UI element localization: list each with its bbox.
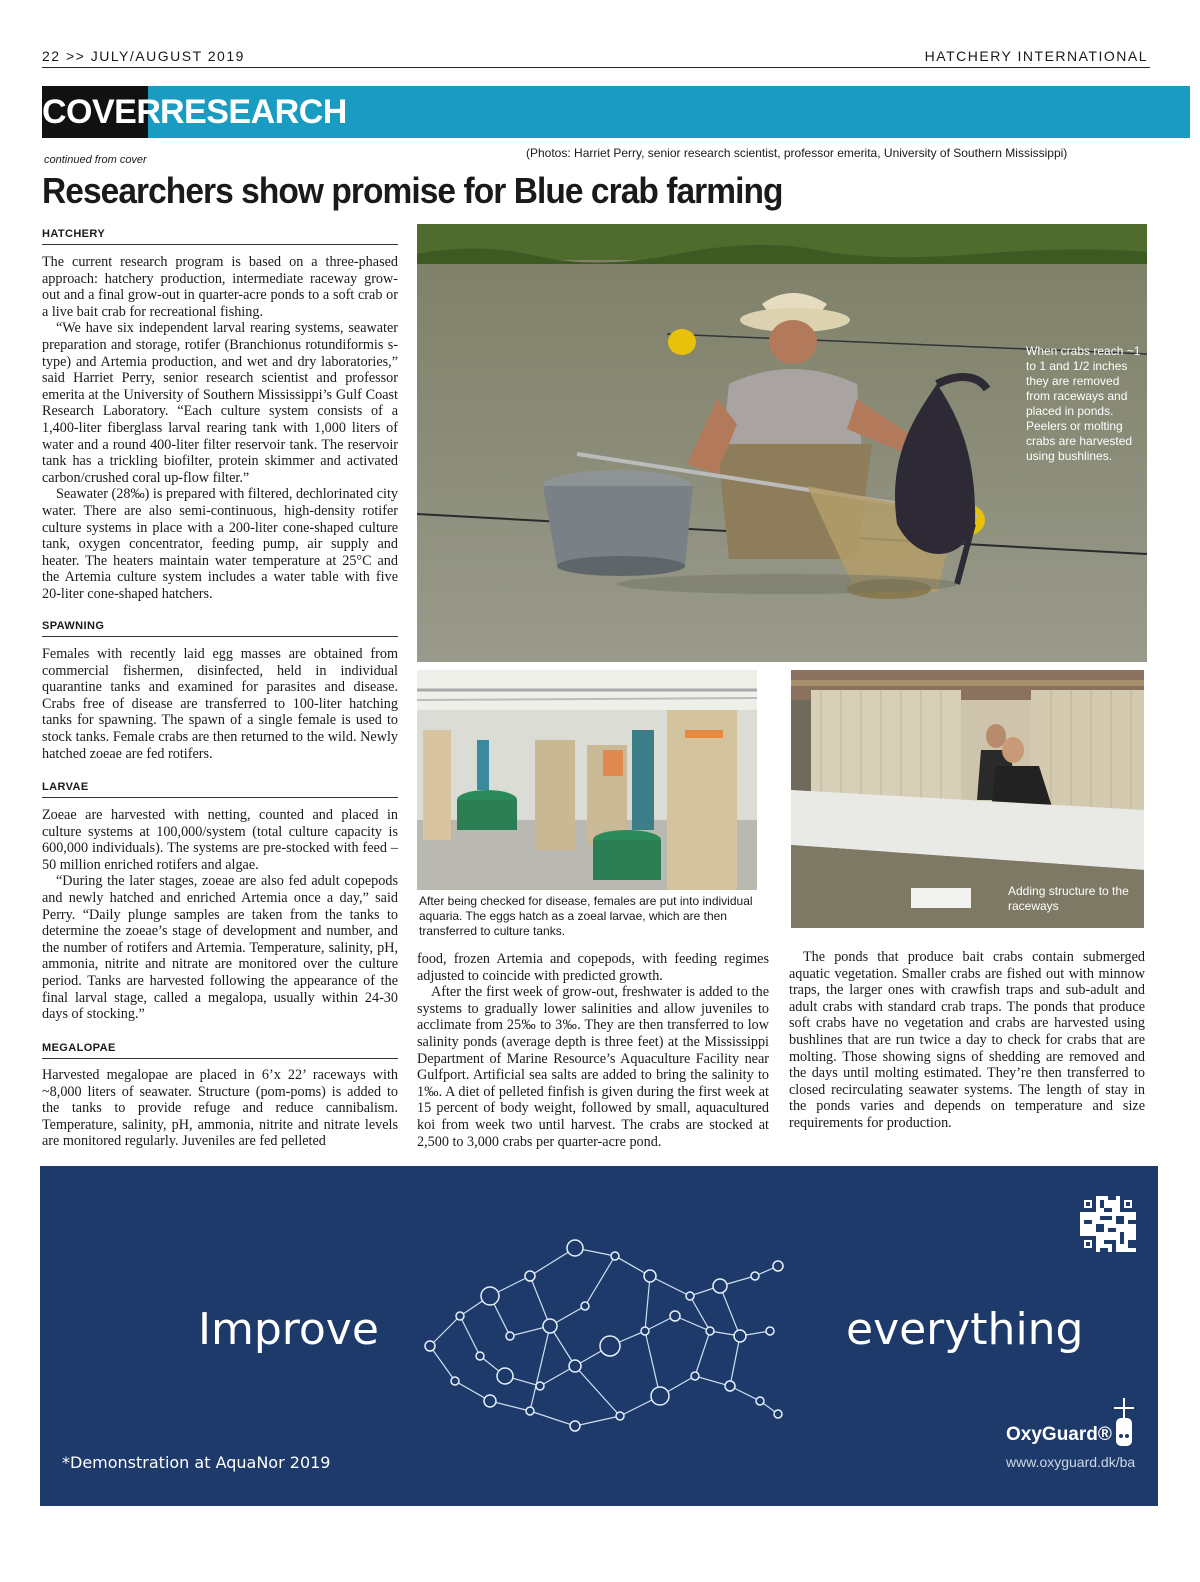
- section-heading-hatchery: HATCHERY: [42, 228, 398, 245]
- middle-column-text: [417, 951, 769, 1150]
- cover-label: COVER: [42, 86, 148, 138]
- continued-note: continued from cover: [44, 154, 147, 166]
- section-heading-megalopae: MEGALOPAE: [42, 1042, 398, 1059]
- paragraph: “During the later stages, zoeae are also fed adult copepods and newly hatched and enriched Artemia once a day,” said Perry. “Daily plunge samples are taken from the tanks to determine the zoeae’s stage of development and number, and the number of rotifers and Artemia. Temperature, salinity, pH, ammonia, nitrite and nitrate are monitored over the culture period. Tanks are harvested following the appearance of the final larval stage, called a megalopa, usually within 24-30 days of stocking.”: [42, 873, 398, 1023]
- section-banner: [42, 86, 1190, 138]
- oxyguard-probe-icon: [1110, 1398, 1138, 1450]
- paragraph: Females with recently laid egg masses are obtained from commercial fishermen, disinfected, held in individual quarantine tanks and examined for parasites and disease. Crabs free of disease are transferred to 100-liter hatching tanks for spawning. The spawn of a single female is used to stock tanks. Female crabs are then returned to the wild. Newly hatched zoeae are fed rotifers.: [42, 646, 398, 762]
- lab-photo: [417, 670, 757, 890]
- megalopae-text: [42, 1067, 398, 1150]
- headline: Researchers show promise for Blue crab farming: [42, 170, 783, 211]
- section-heading-larvae: LARVAE: [42, 781, 398, 798]
- paragraph: The ponds that produce bait crabs contain submerged aquatic vegetation. Smaller crabs are fished out with minnow traps, the larger ones with crawfish traps and sub-adult and adult crabs with standard crab traps. The ponds that produce soft crabs have no vegetation and crabs are harvested using bushlines that are run twice a day to check for crabs that are molting. Those showing signs of shedding are removed and the days until molting estimated. They’re then transferred to closed recirculating seawater systems. The length of stay in the ponds varies and depends on temperature and size requirements for production.: [789, 949, 1145, 1131]
- ad-url-link[interactable]: www.oxyguard.dk/ba: [1006, 1454, 1136, 1470]
- photo-credit: (Photos: Harriet Perry, senior research scientist, professor emerita, University of Southern Mississippi): [526, 146, 1068, 160]
- paragraph: “We have six independent larval rearing systems, seawater preparation and storage, rotifer (Branchionus rotundiformis s-type) and Artemia production, and wet and dry laboratories,” said Harriet Perry, senior research scientist and professor emerita at the University of Southern Mississippi’s Gulf Coast Research Laboratory. “Each culture system consists of a 1,400-liter fiberglass larval rearing tank with 1,000 liters of water and a round 400-liter filter reservoir tank. The reservoir tank has a trickling biofilter, protein skimmer and activated carbon/crushed coral up-flow filter.”: [42, 320, 398, 486]
- hatchery-text: [42, 254, 398, 602]
- paragraph: The current research program is based on a three-phased approach: hatchery production, intermediate raceway grow-out and a final grow-out in quarter-acre ponds to a soft crab or a live bait crab for recreational fishing.: [42, 254, 398, 320]
- section-label: RESEARCH: [160, 93, 347, 131]
- larvae-text: [42, 807, 398, 1023]
- paragraph: Harvested megalopae are placed in 6’x 22’ raceways with ~8,000 liters of seawater. Structure (pom-poms) is added to the tanks to provide refuge and reduce cannibalism. Temperature, salinity, pH, ammonia, nitrite and nitrate levels are monitored regularly. Juveniles are fed pelleted: [42, 1067, 398, 1150]
- qr-code-icon[interactable]: [1080, 1196, 1136, 1252]
- lab-caption: After being checked for disease, females are put into individual aquaria. The eggs hatch as a zoeal larvae, which are then transferred to culture tanks.: [419, 894, 753, 938]
- paragraph: After the first week of grow-out, freshwater is added to the systems to gradually lower salinities and allow juveniles to acclimate from 25‰ to 3‰. They are then transferred to low salinity ponds (average depth is three feet) at the Mississippi Department of Marine Resource’s Aquaculture Facility near Gulfport. Artificial sea salts are added to bring the salinity to 1‰. A diet of pelleted finfish is given during the first week at 15 percent of body weight, followed by small, aquacultured koi from week two until harvest. The crabs are stocked at 2,500 to 3,000 crabs per quarter-acre pond.: [417, 984, 769, 1150]
- paragraph: Zoeae are harvested with netting, counted and placed in culture systems at 100,000/system (total culture capacity is 600,000 individuals). The systems are pre-stocked with feed – 50 million enriched rotifers and algae.: [42, 807, 398, 873]
- publication-name: HATCHERY INTERNATIONAL: [924, 48, 1148, 64]
- paragraph: Seawater (28‰) is prepared with filtered, dechlorinated city water. There are also semi-continuous, high-density rotifer culture systems in place with a 200-liter cone-shaped culture tank, oxygen concentrator, feeding pump, air supply and heater. The heaters maintain water temperature at 25°C and the Artemia culture system includes a water table with five 20-liter cone-shaped hatchers.: [42, 486, 398, 602]
- pond-caption: When crabs reach ~1 to 1 and 1/2 inches they are removed from raceways and placed in ponds. Peelers or molting crabs are harvested using bushlines.: [1026, 344, 1141, 463]
- fish-constellation-graphic: [410, 1236, 800, 1436]
- spawning-text: [42, 646, 398, 762]
- right-column-text: [789, 949, 1145, 1132]
- paragraph: food, frozen Artemia and copepods, with feeding regimes adjusted to coincide with predicted growth.: [417, 951, 769, 984]
- ad-word-everything: everything: [846, 1304, 1084, 1355]
- section-heading-spawning: SPAWNING: [42, 620, 398, 637]
- ad-demo-note: *Demonstration at AquaNor 2019: [62, 1453, 331, 1472]
- header-rule: [42, 67, 1150, 68]
- raceway-caption: Adding structure to the raceways: [1008, 884, 1129, 913]
- page-info: 22 >> JULY/AUGUST 2019: [42, 48, 245, 64]
- ad-word-improve: Improve: [198, 1304, 379, 1355]
- oxyguard-advertisement[interactable]: [40, 1166, 1158, 1506]
- oxyguard-logo-text: OxyGuard®: [1006, 1424, 1112, 1445]
